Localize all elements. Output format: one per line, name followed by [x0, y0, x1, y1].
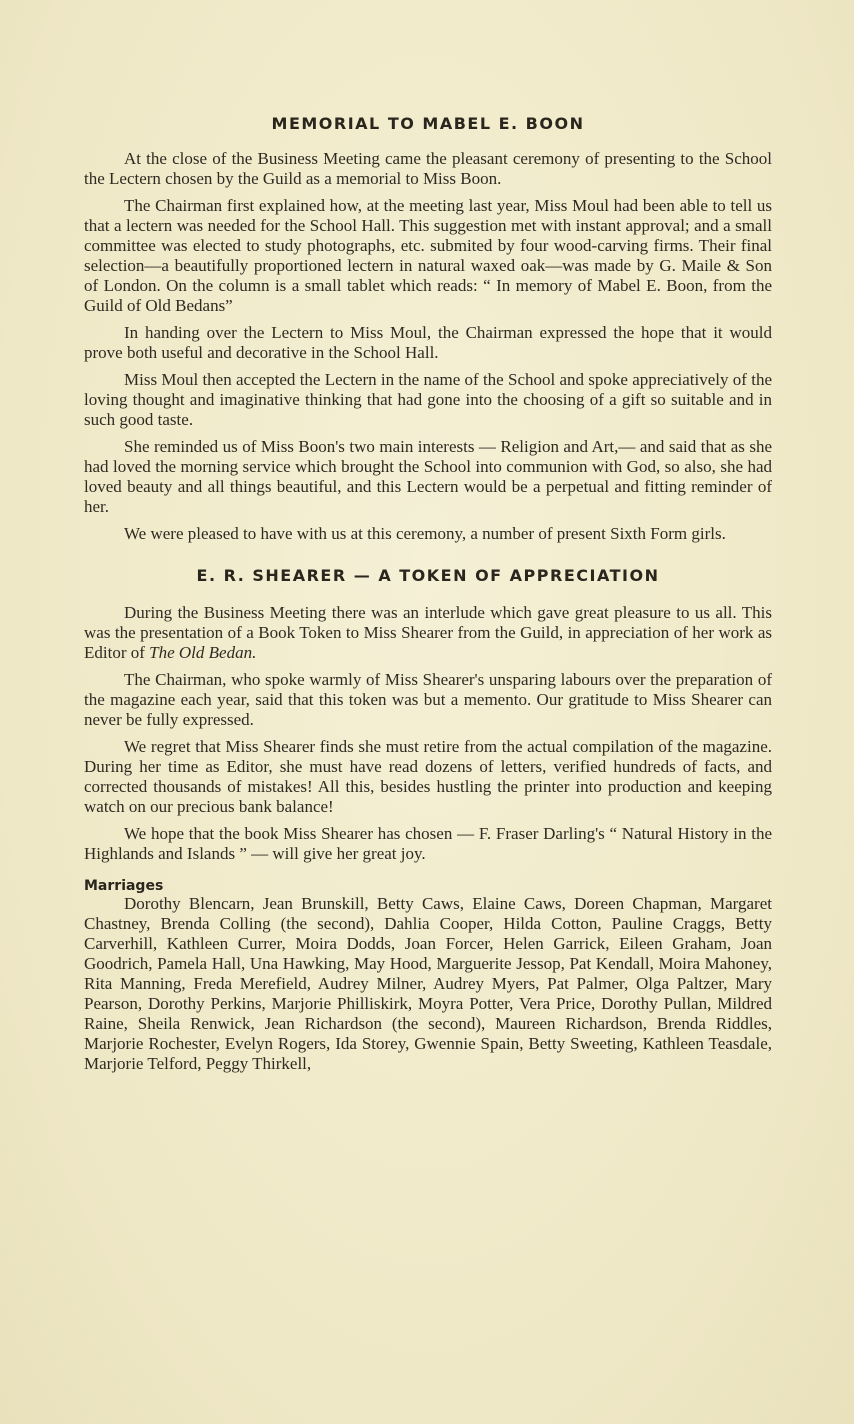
appreciation-paragraph	[84, 603, 772, 663]
marriages-list: Dorothy Blencarn, Jean Brunskill, Betty Caws, Elaine Caws, Doreen Chapman, Margaret Chastney, Brenda Colling (the second), Dahlia Cooper, Hilda Cotton, Pauline Craggs, Betty Carverhill, Kathleen Currer, Moira Dodds, Joan Forcer, Helen Garrick, Eileen Graham, Joan Goodrich, Pamela Hall, Una Hawking, May Hood, Marguerite Jessop, Pat Kendall, Moira Mahoney, Rita Manning, Freda Merefield, Audrey Milner, Audrey Myers, Pat Palmer, Olga Paltzer, Mary Pearson, Dorothy Perkins, Marjorie Philliskirk, Moyra Potter, Vera Price, Dorothy Pullan, Mildred Raine, Sheila Renwick, Jean Richardson (the second), Maureen Richardson, Brenda Riddles, Marjorie Rochester, Evelyn Rogers, Ida Storey, Gwennie Spain, Betty Sweeting, Kathleen Teasdale, Marjorie Telford, Peggy Thirkell,	[84, 894, 772, 1073]
marriages-heading: Marriages	[84, 878, 164, 894]
magazine-title: The Old Bedan.	[149, 643, 257, 662]
appreciation-paragraph-text: During the Business Meeting there was an interlude which gave great pleasure to us all. This was the presentation of a Book Token to Miss Shearer from the Guild, in appreciation of her work as Editor of	[84, 603, 772, 662]
appreciation-paragraph: The Chairman, who spoke warmly of Miss Shearer's unsparing labours over the preparation of the magazine each year, said that this token was but a memento. Our gratitude to Miss Shearer can never be fully expressed.	[84, 670, 772, 729]
memorial-paragraph: The Chairman first explained how, at the meeting last year, Miss Moul had been able to tell us that a lectern was needed for the School Hall. This suggestion met with instant approval; and a small committee was elected to study photographs, etc. submited by four wood-carving firms. Their final selection—a beautifully proportioned lectern in natural waxed oak—was made by G. Maile & Son of London. On the column is a small tablet which reads: “ In memory of Mabel E. Boon, from the Guild of Old Bedans”	[84, 196, 772, 315]
memorial-heading: MEMORIAL TO MABEL E. BOON	[271, 114, 585, 133]
memorial-paragraph: Miss Moul then accepted the Lectern in the name of the School and spoke appreciatively of the loving thought and imaginative thinking that had gone into the choosing of a gift so suitable and in such good taste.	[84, 370, 772, 429]
appreciation-paragraph: We regret that Miss Shearer finds she must retire from the actual compilation of the magazine. During her time as Editor, she must have read dozens of letters, verified hundreds of facts, and corrected thousands of mistakes! All this, besides hustling the printer into production and keeping watch on our precious bank balance!	[84, 737, 772, 816]
memorial-paragraph: We were pleased to have with us at this ceremony, a number of present Sixth Form girls.	[124, 524, 726, 543]
page-content	[84, 112, 772, 1074]
memorial-paragraph: In handing over the Lectern to Miss Moul, the Chairman expressed the hope that it would prove both useful and decorative in the School Hall.	[84, 323, 772, 362]
appreciation-paragraph: We hope that the book Miss Shearer has chosen — F. Fraser Darling's “ Natural History in the Highlands and Islands ” — will give her great joy.	[84, 824, 772, 863]
memorial-paragraph: She reminded us of Miss Boon's two main interests — Religion and Art,— and said that as she had loved the morning service which brought the School into communion with God, so also, she had loved beauty and all things beautiful, and this Lectern would be a perpetual and fitting reminder of her.	[84, 437, 772, 516]
appreciation-heading: E. R. SHEARER — A TOKEN OF APPRECIATION	[196, 566, 660, 585]
memorial-paragraph: At the close of the Business Meeting came the pleasant ceremony of presenting to the School the Lectern chosen by the Guild as a memorial to Miss Boon.	[84, 149, 772, 188]
